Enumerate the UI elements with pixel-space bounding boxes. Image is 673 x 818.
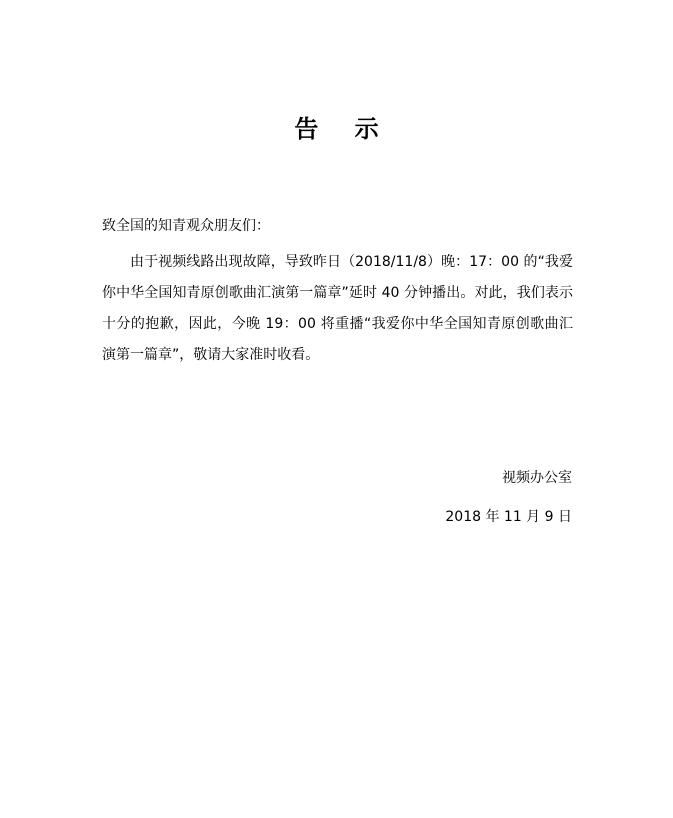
signature-date: 2018 年 11 月 9 日 [445,509,572,525]
notice-title: 告 示 [294,115,393,143]
notice-body: 由于视频线路出现故障，导致昨日（2018/11/8）晚：17：00 的“我爱你中华全国知青原创歌曲汇演第一篇章”延时 40 分钟播出。对此，我们表示十分的抱歉，因此，今晚 19：00 将重播“我爱你中华全国知青原创歌曲汇演第一篇章”，敬请大家准时收看。 [102,254,573,363]
salutation: 致全国的知青观众朋友们： [102,218,270,234]
signature-office: 视频办公室 [502,470,572,486]
signature-block [445,459,572,537]
